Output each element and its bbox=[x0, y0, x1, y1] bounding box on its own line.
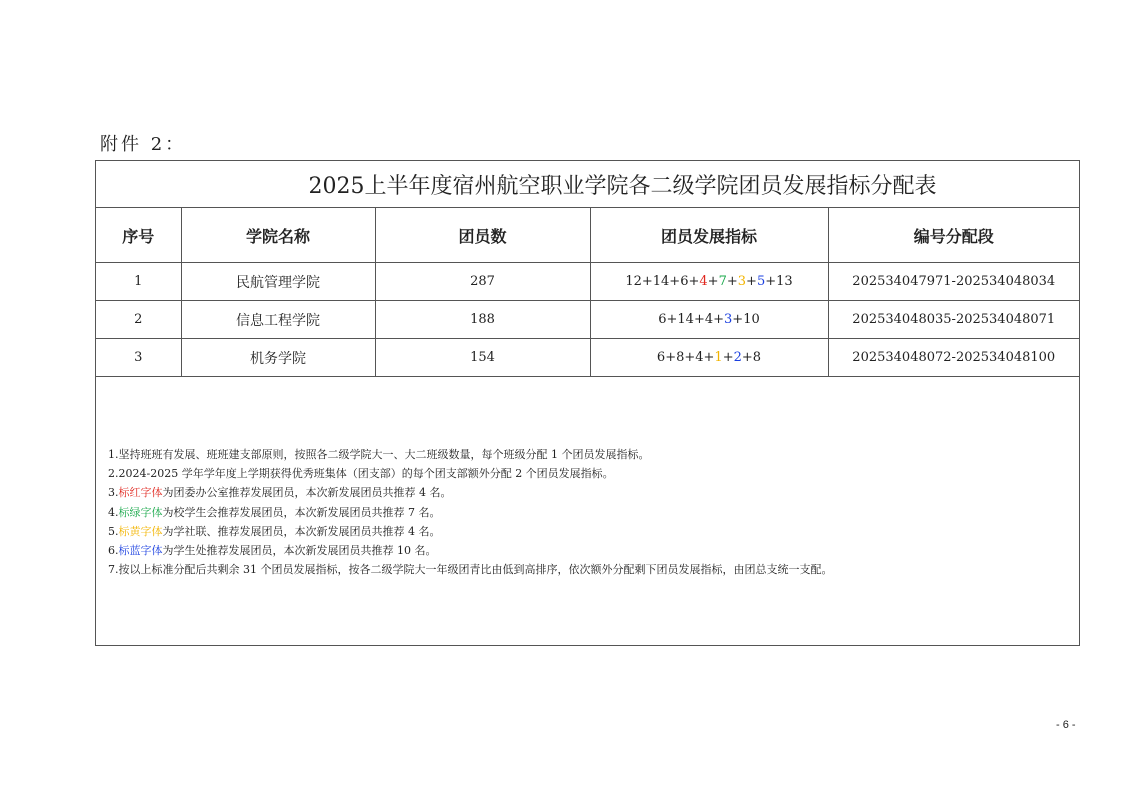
note-7: 7.按以上标准分配后共剩余 31 个团员发展指标，按各二级学院大一年级团青比由低到高排序，依次额外分配剩下团员发展指标，由团总支统一支配。 bbox=[108, 563, 833, 577]
green-font-marker: 标绿字体 bbox=[118, 505, 163, 519]
page-number: - 6 - bbox=[1056, 719, 1076, 731]
notes-block bbox=[108, 445, 832, 579]
note-5 bbox=[108, 522, 832, 541]
quota-part: 12+14+6+ bbox=[625, 274, 700, 289]
quota-part-yellow: 1 bbox=[714, 350, 723, 365]
header-members: 团员数 bbox=[375, 208, 590, 263]
note-number: 4. bbox=[108, 505, 119, 519]
header-range: 编号分配段 bbox=[828, 208, 1079, 263]
note-text: 为校学生会推荐发展团员，本次新发展团员共推荐 7 名。 bbox=[162, 505, 441, 519]
yellow-font-marker: 标黄字体 bbox=[118, 524, 163, 538]
note-number: 5. bbox=[108, 524, 119, 538]
row-members: 287 bbox=[375, 263, 590, 301]
row-members: 154 bbox=[375, 339, 590, 377]
row-quota bbox=[590, 301, 828, 339]
row-no: 1 bbox=[96, 263, 181, 301]
table-title: 2025上半年度宿州航空职业学院各二级学院团员发展指标分配表 bbox=[96, 161, 1079, 208]
table-row bbox=[96, 263, 1079, 301]
header-college: 学院名称 bbox=[181, 208, 375, 263]
note-text: 为学生处推荐发展团员，本次新发展团员共推荐 10 名。 bbox=[162, 544, 437, 558]
allocation-sheet bbox=[95, 160, 1080, 646]
header-quota: 团员发展指标 bbox=[590, 208, 828, 263]
row-college: 民航管理学院 bbox=[181, 263, 375, 301]
row-members: 188 bbox=[375, 301, 590, 339]
note-number: 3. bbox=[108, 486, 119, 500]
note-number: 6. bbox=[108, 544, 119, 558]
quota-part: + bbox=[707, 274, 719, 289]
row-range: 202534047971-202534048034 bbox=[828, 263, 1079, 301]
allocation-table bbox=[96, 208, 1079, 377]
quota-part: + bbox=[746, 274, 757, 289]
row-no: 3 bbox=[96, 339, 181, 377]
row-quota bbox=[590, 339, 828, 377]
quota-part-blue: 3 bbox=[724, 312, 733, 327]
attachment-label: 附件 2： bbox=[100, 134, 187, 155]
quota-part: +10 bbox=[732, 312, 760, 327]
note-text: 为团委办公室推荐发展团员，本次新发展团员共推荐 4 名。 bbox=[162, 486, 452, 500]
quota-part: 6+14+4+ bbox=[658, 312, 725, 327]
quota-part: 6+8+4+ bbox=[656, 350, 715, 365]
quota-part-blue: 2 bbox=[733, 350, 742, 365]
quota-part-red: 4 bbox=[699, 274, 708, 289]
note-2: 2.2024-2025 学年学年度上学期获得优秀班集体（团支部）的每个团支部额外分配 2 个团员发展指标。 bbox=[108, 467, 614, 481]
row-no: 2 bbox=[96, 301, 181, 339]
header-no: 序号 bbox=[96, 208, 181, 263]
note-1: 1.坚持班班有发展、班班建支部原则，按照各二级学院大一、大二班级数量，每个班级分配 1 个团员发展指标。 bbox=[108, 448, 650, 461]
quota-part: + bbox=[726, 274, 738, 289]
table-row bbox=[96, 301, 1079, 339]
red-font-marker: 标红字体 bbox=[118, 486, 163, 500]
note-3 bbox=[108, 483, 832, 502]
quota-part: +13 bbox=[765, 274, 793, 289]
table-row bbox=[96, 339, 1079, 377]
row-college: 信息工程学院 bbox=[181, 301, 375, 339]
quota-part-blue: 5 bbox=[756, 274, 766, 289]
row-range: 202534048072-202534048100 bbox=[828, 339, 1079, 377]
row-quota bbox=[590, 263, 828, 301]
quota-part-green: 7 bbox=[718, 274, 727, 289]
quota-part-yellow: 3 bbox=[737, 274, 747, 289]
row-range: 202534048035-202534048071 bbox=[828, 301, 1079, 339]
blue-font-marker: 标蓝字体 bbox=[118, 544, 163, 558]
header-row bbox=[96, 208, 1079, 263]
row-college: 机务学院 bbox=[181, 339, 375, 377]
quota-part: +8 bbox=[741, 350, 762, 365]
note-text: 为学社联、推荐发展团员，本次新发展团员共推荐 4 名。 bbox=[162, 524, 441, 538]
note-4 bbox=[108, 503, 832, 522]
note-6 bbox=[108, 541, 832, 560]
quota-part: + bbox=[722, 350, 734, 365]
